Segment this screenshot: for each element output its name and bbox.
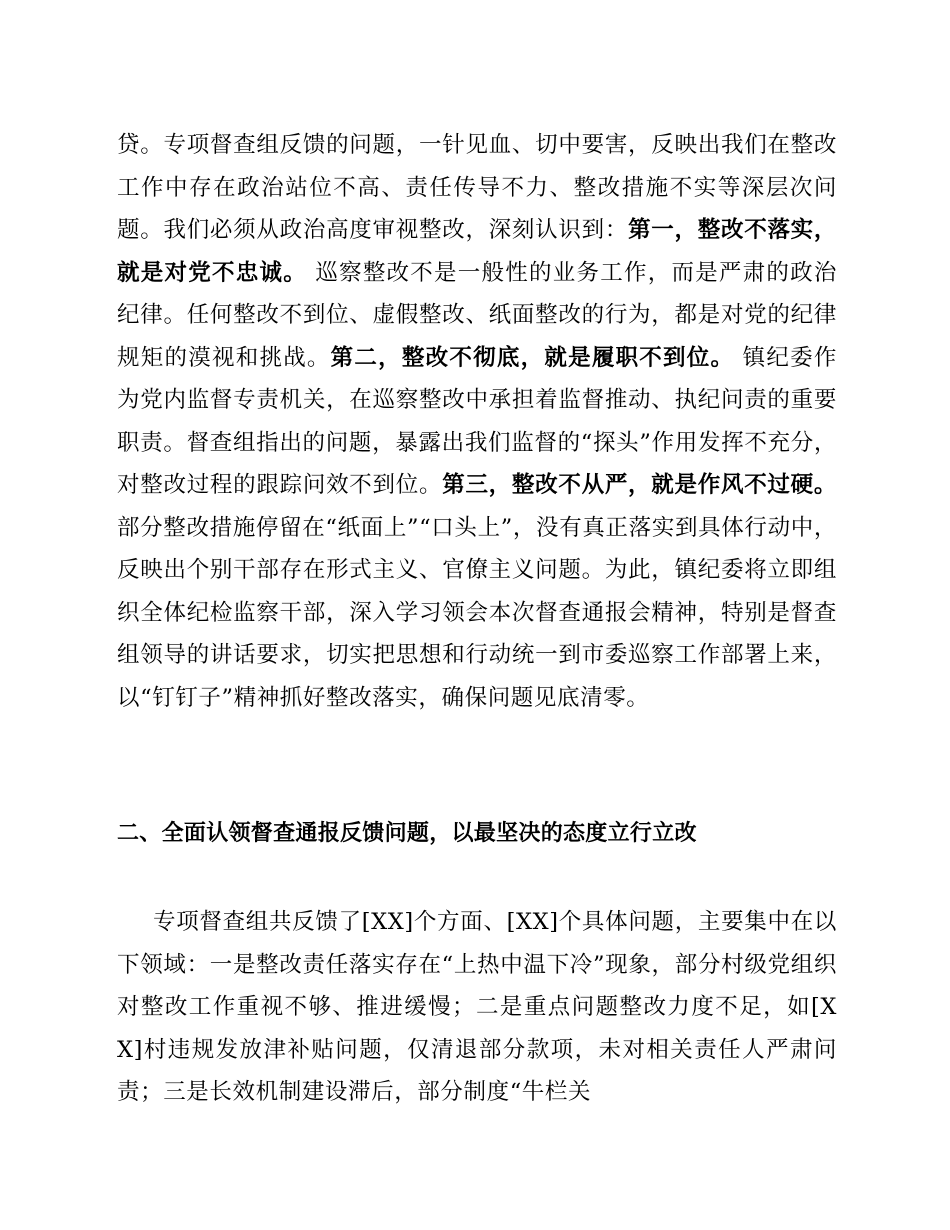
key-point-second: 第二，整改不彻底，就是履职不到位。 xyxy=(330,344,735,371)
section-heading: 二、全面认领督查通报反馈问题，以最坚决的态度立行立改 xyxy=(117,821,697,846)
key-point-third: 第三，整改不从严，就是作风不过硬。 xyxy=(442,472,837,498)
body-paragraph xyxy=(117,124,837,719)
paragraph-text: 镇纪委作为党内监督专责机关，在巡察整改中承担着监督推动、执纪问责的重要职责。督查组指出的问题，暴露出我们监督的“探头”作用发挥不充分，对整改过程的跟踪问效不到位。 xyxy=(117,344,837,498)
key-point-first: 第一，整改不落实，就是对党不忠诚。 xyxy=(117,217,838,286)
paragraph-text: 巡察整改不是一般性的业务工作，而是严肃的政治纪律。任何整改不到位、虚假整改、纸面整改的行为，都是对党的纪律规矩的漠视和挑战。 xyxy=(117,259,837,371)
paragraph-text: 部分整改措施停留在“纸面上”“口头上”，没有真正落实到具体行动中，反映出个别干部存在形式主义、官僚主义问题。为此，镇纪委将立即组织全体纪检监察干部，深入学习领会本次督查通报会精神，特别是督查组领导的讲话要求，切实把思想和行动统一到市委巡察工作部署上来，以“钉钉子”精神抓好整改落实，确保问题见底清零。 xyxy=(117,514,837,711)
paragraph-text: 贷。专项督查组反馈的问题，一针见血、切中要害，反映出我们在整改工作中存在政治站位不高、责任传导不力、整改措施不实等深层次问题。我们必须从政治高度审视整改，深刻认识到： xyxy=(117,132,837,243)
body-paragraph: 专项督查组共反馈了[XX]个方面、[XX]个具体问题，主要集中在以下领域：一是整改责任落实存在“上热中温下冷”现象，部分村级党组织对整改工作重视不够、推进缓慢；二是重点问题整改力度不足，如[XX]村违规发放津补贴问题，仅清退部分款项，未对相关责任人严肃问责；三是长效机制建设滞后，部分制度“牛栏关 xyxy=(117,909,837,1105)
